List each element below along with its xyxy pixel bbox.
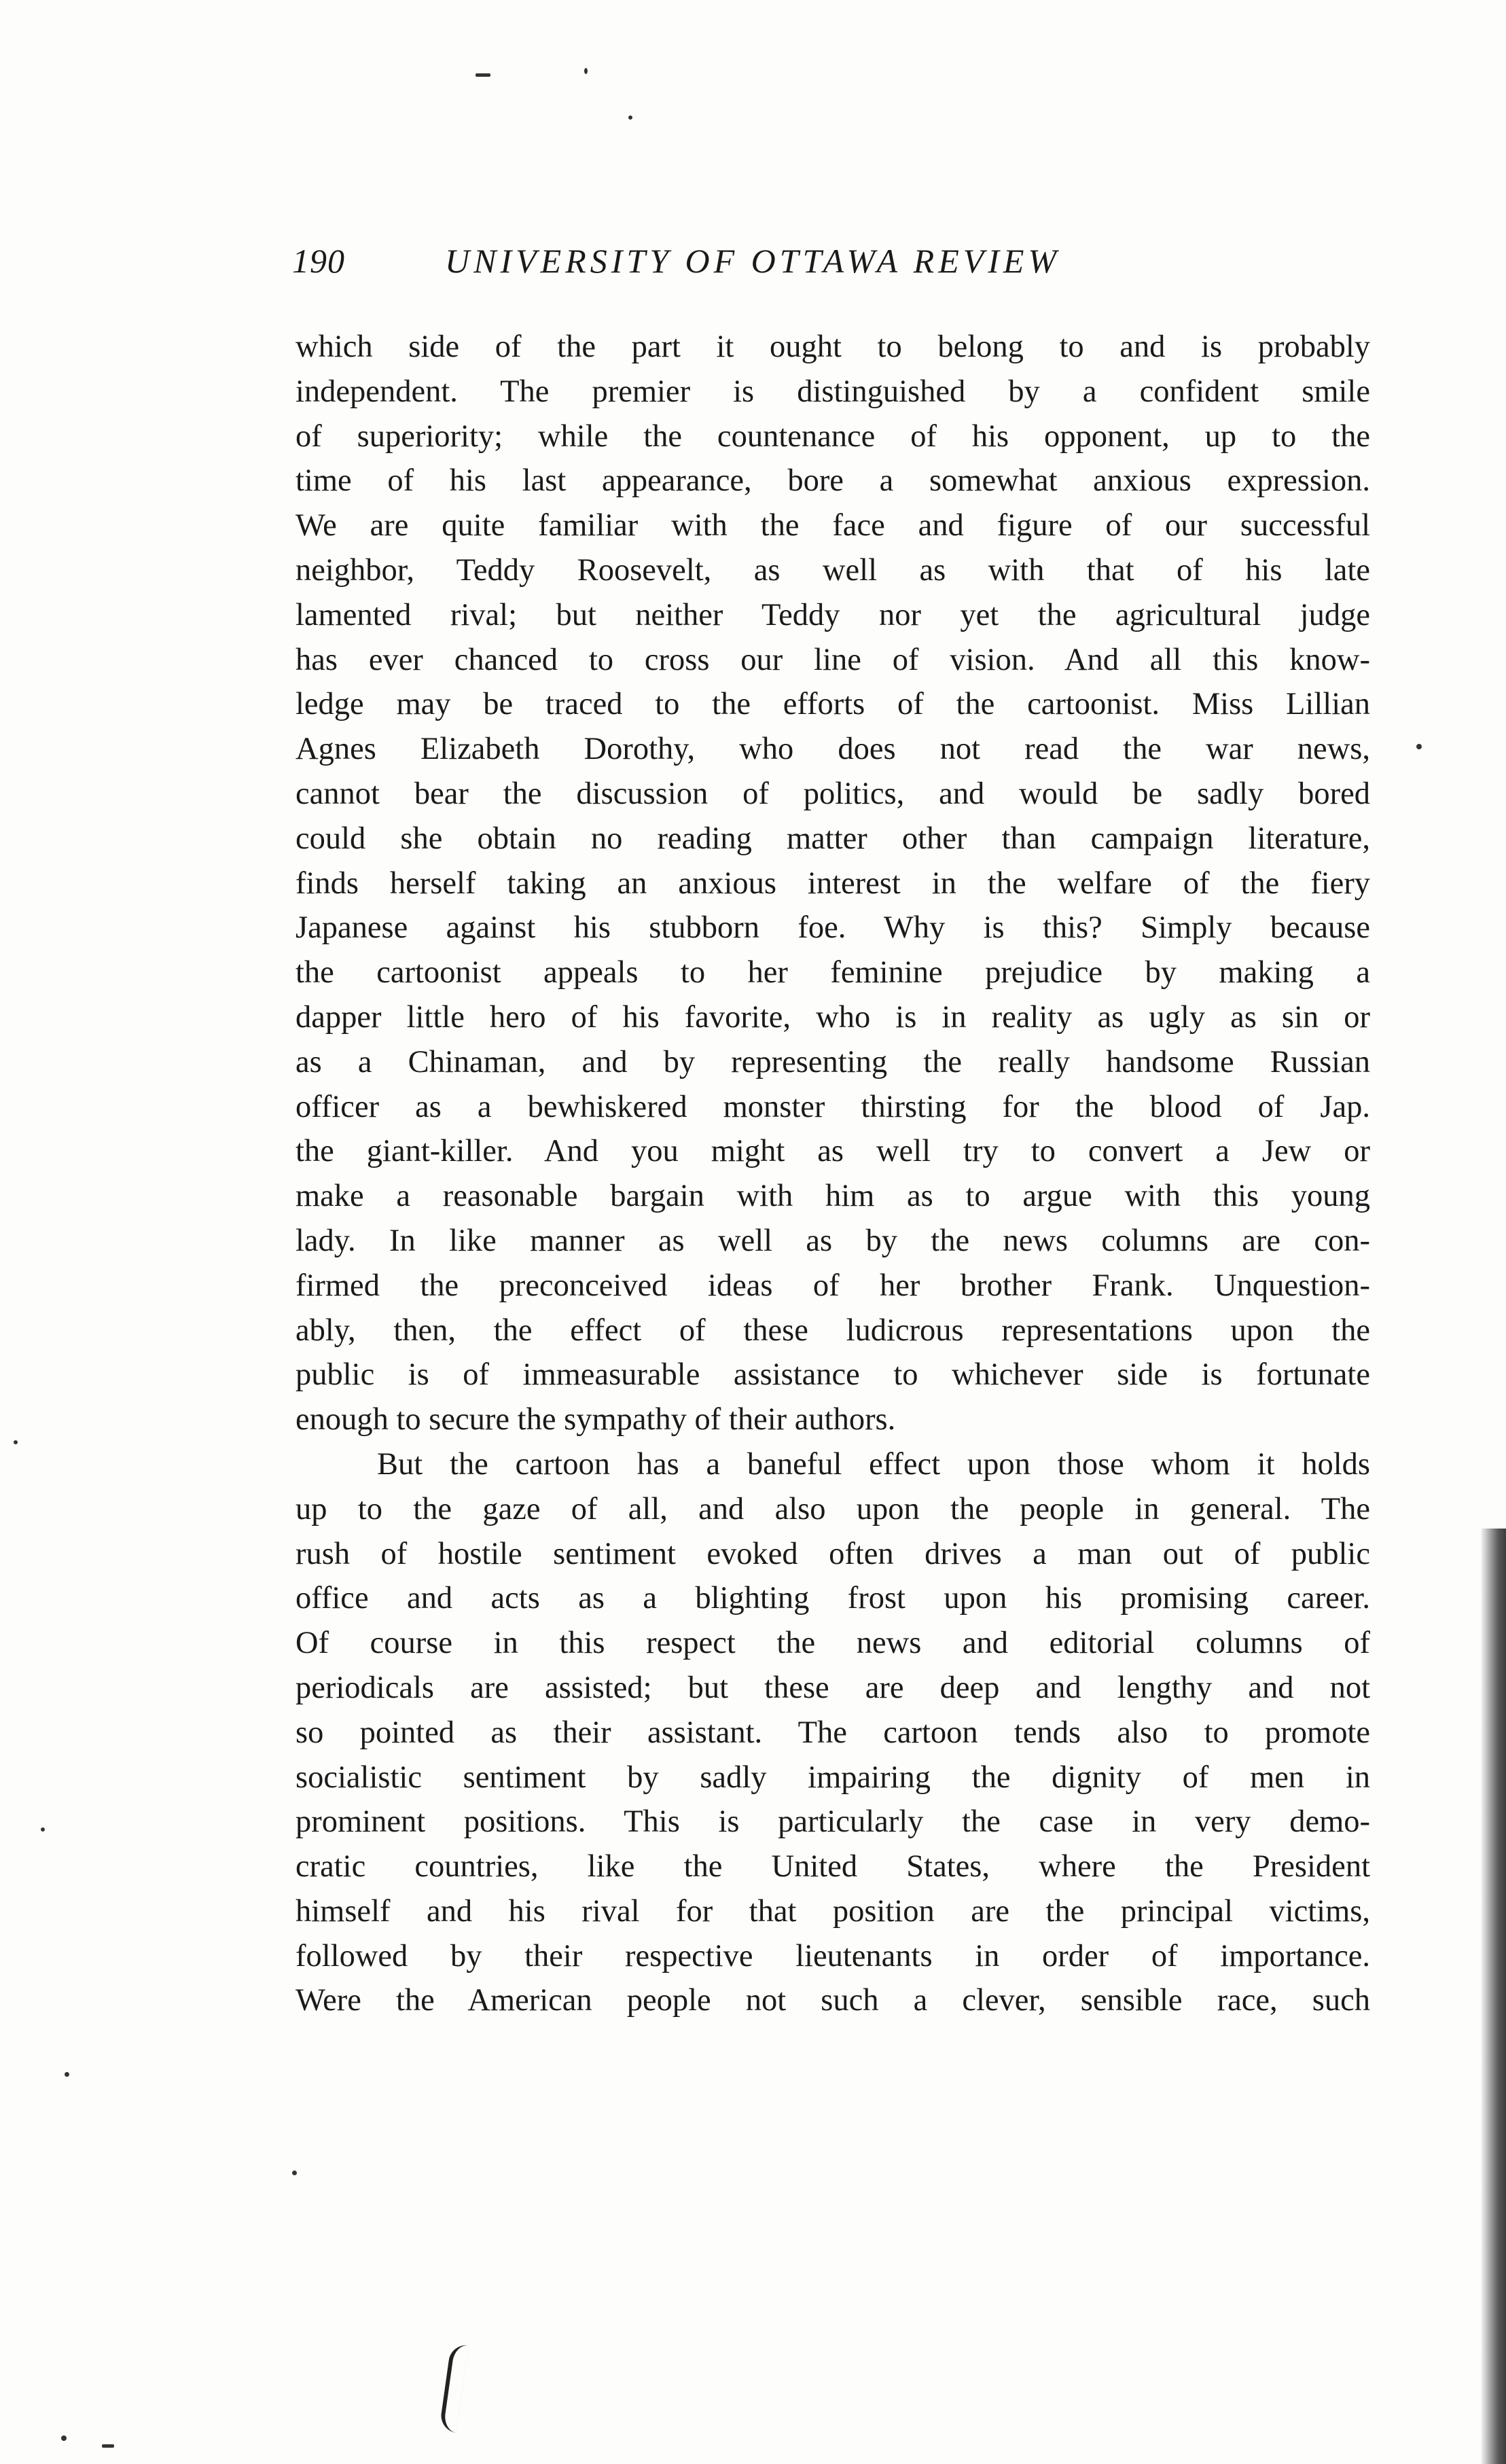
scan-speck (1416, 744, 1422, 749)
text-line: public is of immeasurable assistance to whichever side is fortunate (295, 1357, 1370, 1393)
scan-speck (102, 2444, 114, 2448)
text-line: which side of the part it ought to belong to and is probably (295, 329, 1370, 364)
binding-edge-shadow (1481, 1529, 1506, 2464)
page-number: 190 (292, 242, 345, 280)
text-line: the cartoonist appeals to her feminine prejudice by making a (295, 955, 1370, 990)
text-line: so pointed as their assistant. The cartoon tends also to promote (295, 1715, 1370, 1750)
scan-speck (292, 2171, 297, 2175)
article-body (295, 325, 1370, 2023)
text-line: independent. The premier is distinguished by a confident smile (295, 374, 1370, 409)
text-line: as a Chinaman, and by representing the really handsome Russian (295, 1044, 1370, 1079)
text-line: lady. In like manner as well as by the news columns are con- (295, 1223, 1370, 1258)
text-line: time of his last appearance, bore a somewhat anxious expression. (295, 463, 1370, 499)
text-line: office and acts as a blighting frost upon his promising career. (295, 1581, 1370, 1616)
scan-speck (14, 1440, 18, 1444)
text-line: himself and his rival for that position are the principal victims, (295, 1893, 1370, 1929)
text-line: We are quite familiar with the face and figure of our successful (295, 508, 1370, 543)
text-line: Agnes Elizabeth Dorothy, who does not read the war news, (295, 732, 1370, 767)
scan-speck (65, 2072, 69, 2077)
text-line: cannot bear the discussion of politics, and would be sadly bored (295, 776, 1370, 811)
text-line: firmed the preconceived ideas of her brother Frank. Unquestion- (295, 1268, 1370, 1303)
paragraph-1 (295, 325, 1370, 1442)
text-line: periodicals are assisted; but these are deep and lengthy and not (295, 1670, 1370, 1705)
text-line: Japanese against his stubborn foe. Why is this? Simply because (295, 910, 1370, 946)
text-line: dapper little hero of his favorite, who is in reality as ugly as sin or (295, 999, 1370, 1035)
text-line: could she obtain no reading matter other than campaign literature, (295, 821, 1370, 856)
text-line: neighbor, Teddy Roosevelt, as well as with that of his late (295, 552, 1370, 588)
scan-speck (476, 73, 490, 77)
text-line: Of course in this respect the news and editorial columns of (295, 1626, 1370, 1661)
paragraph-2 (295, 1442, 1370, 2023)
text-line: of superiority; while the countenance of his opponent, up to the (295, 418, 1370, 454)
text-line: prominent positions. This is particularly the case in very demo- (295, 1804, 1370, 1840)
text-line: make a reasonable bargain with him as to argue with this young (295, 1179, 1370, 1214)
text-line: But the cartoon has a baneful effect upon those whom it holds (377, 1446, 1370, 1482)
text-line: enough to secure the sympathy of their authors. (295, 1402, 896, 1438)
text-line: officer as a bewhiskered monster thirsting for the blood of Jap. (295, 1089, 1370, 1124)
text-line: finds herself taking an anxious interest in the welfare of the fiery (295, 865, 1370, 901)
text-line: the giant-killer. And you might as well try to convert a Jew or (295, 1134, 1370, 1169)
text-line: has ever chanced to cross our line of vision. And all this know- (295, 642, 1370, 677)
text-line: socialistic sentiment by sadly impairing the dignity of men in (295, 1760, 1370, 1795)
pen-stroke-mark (439, 2343, 469, 2433)
text-line: Were the American people not such a clever, sensible race, such (295, 1983, 1370, 2018)
text-line: rush of hostile sentiment evoked often drives a man out of public (295, 1536, 1370, 1571)
journal-title: UNIVERSITY OF OTTAWA REVIEW (445, 242, 1061, 280)
text-line: ably, then, the effect of these ludicrous representations upon the (295, 1313, 1370, 1348)
text-line: lamented rival; but neither Teddy nor yet the agricultural judge (295, 597, 1370, 632)
scan-speck (61, 2435, 67, 2441)
running-head (292, 241, 1379, 289)
scan-speck (584, 68, 588, 74)
text-line: ledge may be traced to the efforts of the cartoonist. Miss Lillian (295, 687, 1370, 722)
text-line: followed by their respective lieutenants in order of importance. (295, 1938, 1370, 1974)
scan-speck (41, 1827, 45, 1832)
text-line: up to the gaze of all, and also upon the people in general. The (295, 1491, 1370, 1526)
scan-speck (628, 115, 632, 120)
text-line: cratic countries, like the United States, where the President (295, 1849, 1370, 1885)
